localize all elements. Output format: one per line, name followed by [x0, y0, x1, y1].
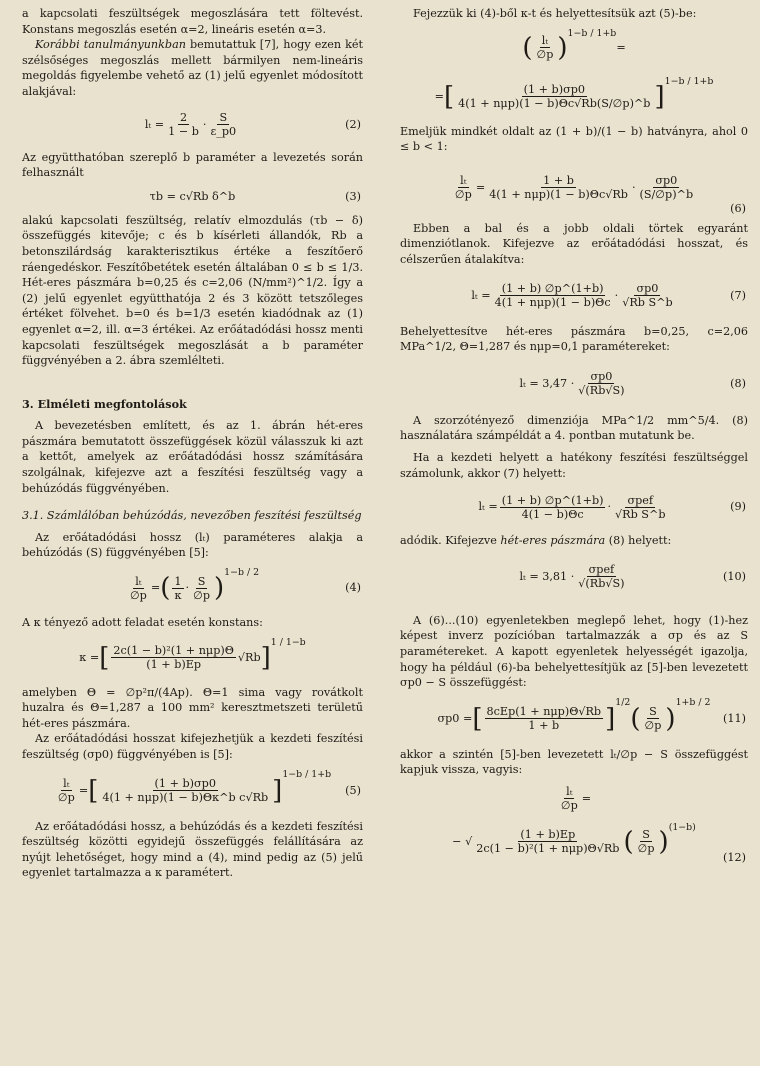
denominator: 4(1 − b)Θc — [521, 507, 584, 521]
eq-lhs: lₜ = — [471, 288, 491, 302]
denominator: 1 − b — [168, 125, 199, 139]
eq-lhs: lₜ = — [478, 500, 498, 514]
numerator: (1 + b)Ep — [520, 828, 576, 842]
equation-6: $\frac{\text{lₜ}}{\emptyset p}$ = $\frac{1 + b}{\text{4(1 + nμp)(1 − b)Θc√Rb}}$ · $\frac{\sigma p0}{(S/\emptyset p)\^{}b}$ (6) — [454, 174, 746, 216]
paragraph: Emeljük mindkét oldalt az (1 + b)/(1 − b) hatványra, ahol 0 ≤ b < 1: — [400, 124, 748, 154]
equation-number: (4) — [345, 581, 361, 595]
exponent: 1−b / 1+b — [567, 27, 617, 39]
left-column — [22, 6, 363, 881]
numerator: σpef — [588, 563, 615, 577]
numerator: σpef — [627, 493, 654, 507]
equation-a: ( $\frac{\text{lₜ}}{\emptyset p}$ ) 1−b / 1+b = — [522, 27, 626, 63]
equation-number: (10) — [723, 569, 746, 583]
denominator: 4(1 + nμp)(1 − b)Θc√Rb — [489, 188, 628, 202]
paragraph: Behelyettesítve hét-eres pászmára b=0,25, c=2,06 MPa^1/2, Θ=1,287 és nμp=0,1 paramétereket: — [400, 324, 748, 354]
numerator: σp0 — [590, 370, 613, 384]
exponent: 1+b / 2 — [675, 696, 711, 708]
numerator: σp0 — [636, 282, 659, 296]
equation-number: (3) — [345, 189, 361, 203]
numerator: σp0 — [655, 174, 678, 188]
equation-number: (2) — [345, 117, 361, 131]
emphasis: hét-eres pászmára — [500, 534, 606, 548]
paragraph: Az erőátadódási hosszat kifejezhetjük a kezdeti feszítési feszültség (σp0) függvényében is [5]: — [22, 732, 363, 761]
equation-number: (5) — [345, 783, 361, 797]
fraction — [166, 111, 201, 138]
numerator: (1 + b) ∅p^(1+b) — [501, 493, 604, 507]
equation-10 — [400, 553, 748, 601]
paragraph — [22, 37, 363, 99]
denominator: ∅p — [560, 799, 578, 813]
equation-8 — [400, 359, 748, 409]
exponent: 1−b / 1+b — [664, 75, 714, 87]
equation-number: (9) — [730, 500, 746, 514]
equation-number: (7) — [730, 288, 746, 302]
equation-7: lₜ = $\frac{(1 + b) \emptyset p\^{}(1+b)}{\text{4(1 + nμp)(1 − b)Θc}}$ · $\frac{\sigma p0}{\text{√Rb S\textasciicircum{}b}}$ (7) — [471, 282, 746, 310]
numerator: S — [649, 705, 657, 719]
numerator: lₜ — [541, 34, 549, 48]
denominator: 4(1 + nμp)(1 − b)Θκ^b c√Rb — [102, 791, 269, 805]
eq-body: τb = c√Rb δ^b — [149, 189, 236, 203]
paragraph: A (6)...(10) egyenletekben meglepő lehet, hogy (1)-hez képest inverz pozícióban tartalmazzák a σp és az S paramétereket. A kapott egyenletek helyességét igazolja, hogy ha például (6)-ba behelyettesítjük az [5]-ben levezetett σp0 − S összefüggést: — [400, 613, 748, 690]
equation-5: $\frac{\text{lₜ}}{\emptyset p}$ = [ $\frac{(1 + b)\sigma p0}{\text{4(1 + nμp)(1 − b)Θκ\textasciicircum{}b c√Rb}}$ ] 1−b / 1+b (5) — [57, 768, 361, 806]
paragraph: A κ tényező adott feladat esetén konstans: — [22, 616, 263, 630]
numerator: S — [219, 111, 228, 125]
equation-kappa: κ = [ $\frac{\text{2c(1 − b)²(1 + nμp)Θ}}{(1 + b)Ep}$ √Rb ] 1 / 1−b — [79, 636, 306, 673]
numerator: lₜ — [135, 574, 142, 588]
denominator: ∅p — [637, 842, 655, 856]
emphasis: Korábbi tanulmányunkban — [35, 38, 186, 52]
denominator: ∅p — [57, 791, 75, 805]
denominator: √Rb S^b — [622, 296, 673, 310]
equation-12: − √ $\frac{(1 + b)Ep}{\text{2c(1 − b)²(1 + nμp)Θ√Rb}}$ ( $\frac{S}{\emptyset p}$ ) (1−b) (12) — [452, 821, 746, 865]
equation-11: σp0 = [ $\frac{\text{8cEp(1 + nμp)Θ√Rb}}{1 + b}$ ] 1/2 ( $\frac{S}{\emptyset p}$ ) 1+b / 2 (11) — [437, 696, 746, 734]
denominator: √(Rb√S) — [578, 577, 625, 591]
paragraph: A szorzótényező dimenziója MPa^1/2 mm^5/4. (8) használatára számpéldát a 4. pontban mutatunk be. — [400, 413, 748, 443]
paragraph: a kapcsolati feszültségek megoszlására tett föltevést. Konstans megoszlás esetén α=2, lineáris esetén α=3. — [22, 7, 363, 36]
eq-lhs: lₜ = 3,81 · — [519, 569, 575, 583]
numerator: lₜ — [460, 174, 467, 188]
numerator: 8cEp(1 + nμp)Θ√Rb — [486, 705, 602, 719]
text: (8) helyett: — [605, 534, 672, 548]
equation-number: (11) — [723, 711, 746, 725]
equation-number: (12) — [723, 851, 746, 865]
denominator: 4(1 + nμp)(1 − b)Θc — [494, 296, 611, 310]
equation-number: (6) — [730, 202, 746, 216]
equation-12-lhs: $\frac{\text{lₜ}}{\emptyset p}$ = — [560, 785, 592, 813]
paragraph: Fejezzük ki (4)-ből κ-t és helyettesítsük azt (5)-be: — [413, 7, 697, 20]
denominator: (S/∅p)^b — [639, 188, 694, 202]
equation-3 — [22, 185, 363, 209]
numerator: 2 — [179, 111, 188, 125]
equation-9: lₜ = $\frac{(1 + b) \emptyset p\^{}(1+b)}{4(1 - b)\Theta c}$ · $\frac{\text{σpef}}{\text{√Rb S\textasciicircum{}b}}$ (9) — [478, 493, 746, 521]
eq-lhs: σp0 = — [437, 711, 473, 725]
paragraph: amelyben Θ = ∅p²π/(4Ap). Θ=1 sima vagy rovátkolt huzalra és Θ=1,287 a 100 mm² keresztmetszeti területű hét-eres pászmára. — [22, 685, 363, 730]
right-column — [400, 6, 748, 868]
denominator: √(Rb√S) — [578, 384, 625, 398]
denominator: 1 + b — [528, 719, 560, 733]
section-heading: 3. Elméleti megfontolások — [22, 396, 187, 411]
numerator: (1 + b)σp0 — [523, 83, 585, 97]
equation-4: $\frac{\text{lₜ}}{\emptyset p}$ = ( $\frac{1}{\kappa}$ · $\frac{S}{\emptyset p}$ ) 1−b / 2 (4) — [129, 567, 361, 604]
denominator: ∅p — [536, 48, 554, 62]
exponent: (1−b) — [668, 821, 696, 833]
paragraph: Ha a kezdeti helyett a hatékony feszítési feszültséggel számolunk, akkor (7) helyett: — [400, 450, 748, 480]
eq-lhs: κ = — [79, 650, 100, 664]
numerator: (1 + b) ∅p^(1+b) — [501, 282, 604, 296]
numerator: lₜ — [566, 785, 573, 799]
text: bemutattuk [7], hogy ezen két szélsőséges megoszlás mellett bármilyen nem-lineáris megoldás figyelembe vehető az (1) jelű egyenlet módosított alakjával: — [22, 38, 363, 98]
denominator: ∅p — [644, 719, 662, 733]
paragraph: Az erőátadódási hossz, a behúzódás és a kezdeti feszítési feszültség közötti egyidejű összefüggés felállítására az nyújt lehetőséget, hogy mind a (4), mind pedig az (5) jelű egyenlet tartalmazza a κ paramétert. — [22, 819, 363, 880]
exponent: 1 / 1−b — [270, 636, 306, 648]
denominator: √Rb S^b — [615, 507, 666, 521]
paragraph: Az együtthatóban szereplő b paraméter a levezetés során felhasznált — [22, 150, 363, 180]
denominator: 4(1 + nμp)(1 − b)Θc√Rb(S/∅p)^b — [458, 97, 651, 111]
paragraph — [400, 533, 748, 549]
denominator: ε_p0 — [210, 125, 237, 139]
exponent: 1−b / 2 — [224, 567, 260, 579]
numerator: (1 + b)σp0 — [154, 777, 216, 791]
paragraph: Ebben a bal és a jobb oldali törtek egyaránt dimenziótlanok. Kifejezve az erőátadódási hosszat, és célszerűen átalakítva: — [400, 221, 748, 266]
equation-2: lₜ = $\frac{2}{1 - b}$ · $\frac{S}{\varepsilon\_p0}$ (2) — [144, 111, 361, 139]
numerator: 1 + b — [543, 174, 574, 188]
numerator: lₜ — [63, 777, 70, 791]
numerator: S — [197, 574, 206, 588]
fraction — [208, 111, 238, 138]
paragraph: alakú kapcsolati feszültség, relatív elmozdulás (τb − δ) összefüggés kitevője; c és b kísérleti állandók, Rb a betonszilárdság karakterisztikus értéke a feszítőerő ráengedéskor. Feszítőbetétek esetén általában 0 ≤ b ≤ 1/3. Hét-eres pászmára b=0,25 és c=2,06 (N/mm²)^1/2. Így a (2) jelű egyenlet együtthatója 2 és 3 között tetszőleges értéket fölvehet. b=0 és b=1/3 esetén kiadódnak az (1) egyenlet α=2, ill. α=3 értékei. Az erőátadódási hossz menti kapcsolati feszültségek megoszlását a b paraméter függvényében a 2. ábra szemlélteti. — [22, 213, 363, 368]
subsection-heading: 3.1. Számlálóban behúzódás, nevezőben feszítési feszültség — [22, 509, 362, 523]
eq-lhs: lₜ = — [144, 117, 165, 131]
paragraph: akkor a szintén [5]-ben levezetett lₜ/∅p − S összefüggést kapjuk vissza, vagyis: — [400, 747, 748, 777]
denominator: ∅p — [193, 588, 210, 602]
denominator: κ — [174, 588, 182, 602]
equation-b: = [ $\frac{(1 + b)\sigma p0}{\text{4(1 + nμp)(1 − b)Θc√Rb(S/∅p)\textasciicircum{}b}}$ ] 1−b / 1+b — [434, 75, 714, 112]
paragraph: A bevezetésben említett, és az 1. ábrán hét-eres pászmára bemutatott összefüggések közül válasszuk ki azt a kettőt, amelyek az erőátadódási hossz számítására szolgálnak, kifejezve azt a feszítési feszültség vagy a behúzódás függvényében. — [22, 419, 363, 495]
numerator: 1 — [174, 574, 182, 588]
sqrt-term: √Rb — [237, 650, 261, 664]
exponent: 1−b / 1+b — [282, 768, 332, 780]
numerator: 2c(1 − b)²(1 + nμp)Θ — [113, 644, 234, 658]
denominator: ∅p — [129, 588, 147, 602]
eq-lhs: lₜ = 3,47 · — [519, 376, 575, 390]
exponent: 1/2 — [615, 696, 631, 708]
denominator: (1 + b)Ep — [146, 658, 202, 672]
text: adódik. Kifejezve — [400, 534, 501, 548]
paragraph: Az erőátadódási hossz (lₜ) paraméteres alakja a behúzódás (S) függvényében [5]: — [22, 530, 363, 560]
denominator: ∅p — [454, 188, 472, 202]
denominator: 2c(1 − b)²(1 + nμp)Θ√Rb — [476, 842, 620, 856]
equation-number: (8) — [730, 376, 746, 390]
numerator: S — [642, 828, 650, 842]
